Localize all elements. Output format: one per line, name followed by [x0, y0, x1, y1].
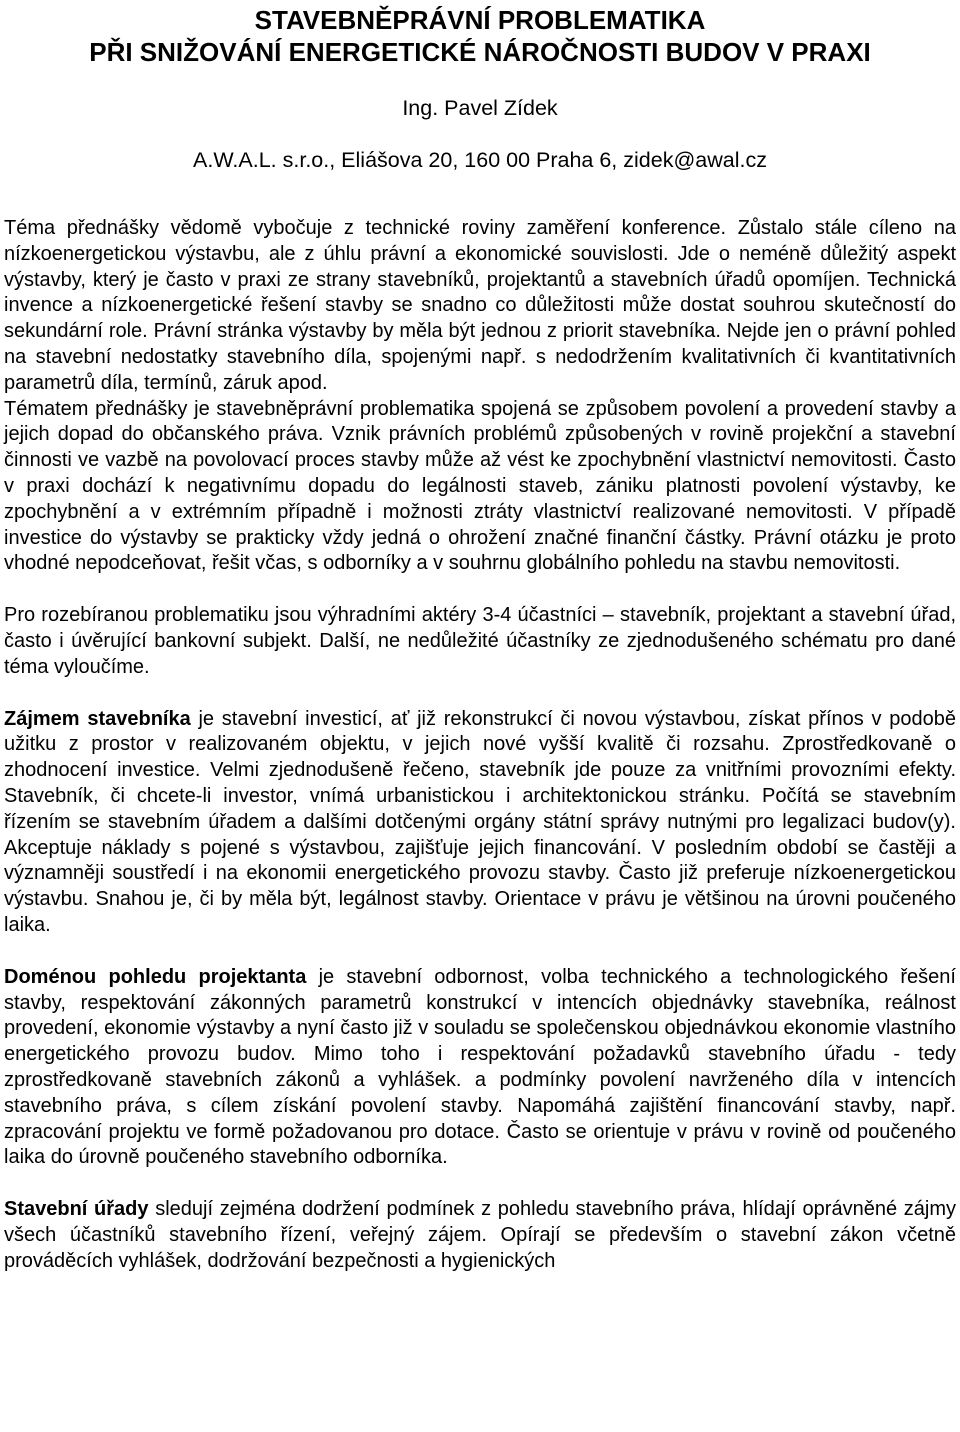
title-line-2: PŘI SNIŽOVÁNÍ ENERGETICKÉ NÁROČNOSTI BUDOV V PRAXI	[89, 37, 871, 67]
paragraph-intro: Téma přednášky vědomě vybočuje z technické roviny zaměření konference. Zůstalo stále cíleno na nízkoenergetickou výstavbu, ale z úhlu právní a ekonomické souvislosti. Jde o neméně důležitý aspekt výstavby, který je často v praxi ze strany stavebníků, projektantů a stavebních úřadů opomíjen. Technická invence a nízkoenergetické řešení stavby se snadno co důležitosti může dostat souhrou skutečností do sekundární role. Právní stránka výstavby by měla být jednou z priorit stavebníka. Nejde jen o právní pohled na stavební nedostatky stavebního díla, spojenými např. s nedodržením kvalitativních či kvantitativních parametrů díla, termínů, záruk apod.	[4, 217, 956, 394]
paragraph-investor-text: je stavební investicí, ať již rekonstrukcí či novou výstavbou, získat přínos v podobě užitku z prostor v realizovaném objektu, v jejich nové vyšší kvalitě či rozsahu. Zprostředkovaně o zhodnocení investice. Velmi zjednodušeně řečeno, stavebník jde pouze za vnitřními provozními efekty. Stavebník, či chcete-li investor, vnímá urbanistickou i architektonickou stránku. Počítá se stavebním řízením se stavebním úřadem a dalšími dotčenými orgány státní správy nutnými pro legalizaci budov(y). Akceptuje náklady s pojené s výstavbou, zajišťuje jejich financování. V posledním období se častěji a významněji soustředí i na ekonomii energetického provozu stavby. Často již preferuje nízkoenergetickou výstavbu. Snahou je, či by měla být, legálnost stavby. Orientace v právu je většinou na úrovni poučeného laika.	[4, 707, 957, 936]
paragraph-authorities-text: sledují zejména dodržení podmínek z pohledu stavebního práva, hlídají oprávněné zájmy všech účastníků stavebního řízení, veřejný zájem. Opírají se především o stavební zákon včetně prováděcích vyhlášek, dodržování bezpečnosti a hygienických	[4, 1198, 956, 1272]
document-body	[0, 216, 960, 1274]
paragraph-investor	[4, 707, 956, 939]
author-name: Ing. Pavel Zídek	[402, 96, 558, 120]
paragraph-designer-text: je stavební odbornost, volba technického a technologického řešení stavby, respektování zákonných parametrů konstrukcí v intencích objednávky stavebníka, reálnost provedení, ekonomie výstavby a nyní často již v souladu se společenskou objednávkou ekonomie vlastního energetického provozu budov. Mimo toho i respektování požadavků stavebního úřadu - tedy zprostředkovaně stavebních zákonů a vyhlášek. a podmínky povolení navrženého díla v intencích stavebního práva, s cílem získání povolení stavby. Napomáhá zajištění financování stavby, např. zpracování projektu ve formě požadovanou pro dotace. Často se orientuje v právu v rovině od poučeného laika do úrovně poučeného stavebního odborníka.	[4, 965, 956, 1169]
title-line-1: STAVEBNĚPRÁVNÍ PROBLEMATIKA	[254, 5, 706, 35]
paragraph-authorities-lead: Stavební úřady	[4, 1198, 149, 1221]
paragraph-topic: Tématem přednášky je stavebněprávní problematika spojená se způsobem povolení a provedení stavby a jejich dopad do občanského práva. Vznik právních problémů způsobených v rovině projekční a stavební činnosti ve vazbě na povolovací proces stavby může až vést ke zpochybnění vlastnictví nemovitosti. Často v praxi dochází k negativnímu dopadu do legálnosti staveb, zániku platnosti povolení výstavby, ke zpochybnění a v extrémním případně i možnosti ztráty vlastnictví realizované nemovitosti. V případě investice do výstavby se prakticky vždy jedná o ohrožení značné finanční částky. Právní otázku je proto vhodné nepodceňovat, řešit včas, s odborníky a v souhrnu globálního pohledu na stavbu nemovitosti.	[4, 397, 956, 575]
paragraph-actors: Pro rozebíranou problematiku jsou výhradními aktéry 3-4 účastníci – stavebník, projektant a stavební úřad, často i úvěrující bankovní subjekt. Další, ne nedůležité účastníky ze zjednodušeného schématu pro dané téma vyloučíme.	[4, 604, 956, 678]
paragraph-designer	[4, 965, 956, 1171]
paragraph-investor-lead: Zájmem stavebníka	[4, 707, 191, 730]
paragraph-authorities	[4, 1197, 956, 1274]
page-title	[0, 0, 960, 68]
author-address: A.W.A.L. s.r.o., Eliášova 20, 160 00 Praha 6, zidek@awal.cz	[193, 148, 767, 172]
paragraph-designer-lead: Doménou pohledu projektanta	[4, 965, 307, 988]
